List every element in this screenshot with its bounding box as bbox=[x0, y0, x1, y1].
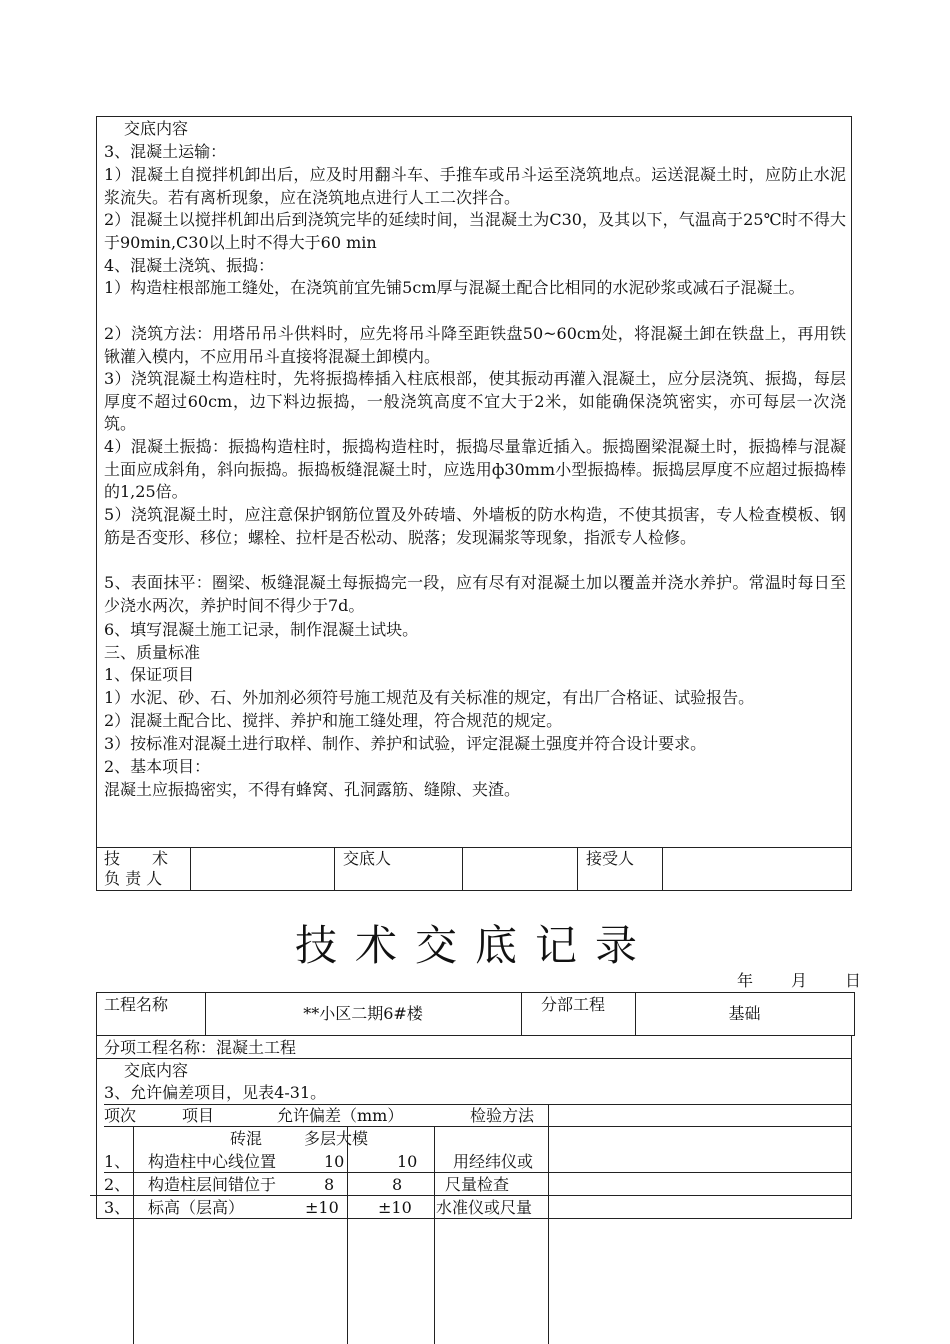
row-method: 水准仪或尺量 bbox=[436, 1198, 533, 1217]
paragraph: 5、表面抹平：圈梁、板缝混凝土每振捣完一段，应有尽有对混凝土加以覆盖并浇水养护。常温时每日至少浇水两次，养护时间不得少于7d。 bbox=[104, 573, 846, 615]
signature-divider bbox=[190, 847, 191, 890]
page1-frame-top bbox=[96, 116, 852, 117]
row-number: 3、 bbox=[104, 1198, 131, 1217]
paragraph: 1）混凝土自搅拌机卸出后，应及时用翻斗车、手推车或吊斗运至浇筑地点。运送混凝土时，应防止水泥浆流失。若有离析现象，应在浇筑地点进行人工二次拌合。 bbox=[104, 165, 846, 207]
row-item: 标高（层高） bbox=[148, 1198, 245, 1217]
table-rule bbox=[104, 1126, 852, 1127]
paragraph: 三、质量标准 bbox=[104, 643, 201, 662]
row-number: 1、 bbox=[104, 1152, 131, 1171]
signature-divider bbox=[334, 847, 335, 890]
row-number: 2、 bbox=[104, 1175, 131, 1194]
page-title: 技术交底记录 bbox=[294, 921, 655, 970]
deviation-intro: 3、允许偏差项目，见表4-31。 bbox=[104, 1083, 327, 1102]
paragraph: 1）水泥、砂、石、外加剂必须符号施工规范及有关标准的规定，有出厂合格证、试验报告。 bbox=[104, 688, 755, 707]
table-header: 项次 bbox=[104, 1106, 137, 1125]
section-label: 交底内容 bbox=[124, 119, 189, 138]
table-rule bbox=[104, 1172, 852, 1173]
row-method: 尺量检查 bbox=[445, 1175, 510, 1194]
header-left bbox=[96, 992, 97, 1035]
row-large-form: 8 bbox=[392, 1175, 403, 1194]
table-header: 检验方法 bbox=[470, 1106, 535, 1125]
tech-lead-label: 技 术 bbox=[104, 849, 169, 868]
row-brick: 10 bbox=[324, 1152, 345, 1171]
signature-divider bbox=[462, 847, 463, 890]
header-top bbox=[96, 992, 855, 993]
paragraph: 3）浇筑混凝土构造柱时，先将振捣棒插入柱底根部，使其振动再灌入混凝土，应分层浇筑、振捣，每层厚度不超过60cm，边下料边振捣，一般浇筑高度不宜大于2米，如能确保浇筑密实，亦可每层一次浇筑。 bbox=[104, 369, 846, 434]
page1-frame-right bbox=[851, 116, 852, 891]
table-column-divider bbox=[548, 1104, 549, 1344]
page2-frame-left bbox=[96, 1035, 97, 1219]
row-item: 构造柱中心线位置 bbox=[148, 1152, 277, 1171]
table-column-divider bbox=[434, 1126, 435, 1344]
table-header: 允许偏差（mm） bbox=[277, 1106, 404, 1125]
row-method: 用经纬仪或 bbox=[453, 1152, 534, 1171]
paragraph: 1、保证项目 bbox=[104, 665, 195, 684]
header-right bbox=[854, 992, 855, 1035]
page1-frame-left bbox=[96, 116, 97, 891]
tech-lead-label: 负 责 人 bbox=[104, 869, 163, 888]
receiver-label: 接受人 bbox=[586, 849, 635, 868]
row-item: 构造柱层间错位于 bbox=[148, 1175, 277, 1194]
paragraph: 4）混凝土振捣：振捣构造柱时，振捣构造柱时，振捣尽量靠近插入。振捣圈梁混凝土时，振捣棒与混凝土面应成斜角，斜向振捣。振捣板缝混凝土时，应选用ф30mm小型振捣棒。振捣层厚度不应超过振捣棒的1,25倍。 bbox=[104, 437, 846, 502]
signature-divider bbox=[662, 847, 663, 890]
paragraph: 2）浇筑方法：用塔吊吊斗供料时，应先将吊斗降至距铁盘50~60cm处，将混凝土卸在铁盘上，再用铁锹灌入模内，不应用吊斗直接将混凝土卸模内。 bbox=[104, 324, 846, 366]
page2-frame-right bbox=[851, 1035, 852, 1219]
page1-footer-divider bbox=[96, 847, 852, 848]
project-name-label: 工程名称 bbox=[104, 995, 169, 1014]
division-value: 基础 bbox=[728, 1004, 761, 1023]
paragraph: 2、基本项目： bbox=[104, 757, 211, 776]
table-column-divider bbox=[347, 1126, 348, 1344]
table-rule bbox=[104, 1104, 852, 1105]
paragraph: 3）按标准对混凝土进行取样、制作、养护和试验，评定混凝土强度并符合设计要求。 bbox=[104, 734, 707, 753]
date-line: 年 月 日 bbox=[737, 971, 864, 990]
handover-label: 交底人 bbox=[343, 849, 392, 868]
paragraph: 5）浇筑混凝土时，应注意保护钢筋位置及外砖墙、外墙板的防水构造，不使其损害，专人检查模板、钢筋是否变形、移位；螺栓、拉杆是否松动、脱落；发现漏浆等现象，指派专人检修。 bbox=[104, 505, 846, 547]
paragraph: 4、混凝土浇筑、振捣： bbox=[104, 256, 275, 275]
row-large-form: 10 bbox=[397, 1152, 418, 1171]
division-label: 分部工程 bbox=[541, 995, 606, 1014]
row-large-form: ±10 bbox=[378, 1198, 412, 1217]
paragraph: 2）混凝土以搅拌机卸出后到浇筑完毕的延续时间，当混凝土为C30，及其以下，气温高于25℃时不得大于90min,C30以上时不得大于60 min bbox=[104, 210, 846, 252]
paragraph: 6、填写混凝土施工记录，制作混凝土试块。 bbox=[104, 620, 419, 639]
project-name-value: **小区二期6#楼 bbox=[303, 1004, 423, 1023]
table-rule bbox=[90, 1195, 852, 1196]
table-subheader: 砖混 bbox=[230, 1129, 263, 1148]
section-label: 交底内容 bbox=[124, 1061, 189, 1080]
table-column-divider bbox=[133, 1126, 134, 1344]
table-subheader: 多层大模 bbox=[304, 1129, 369, 1148]
paragraph: 2）混凝土配合比、搅拌、养护和施工缝处理，符合规范的规定。 bbox=[104, 711, 563, 730]
row-brick: ±10 bbox=[305, 1198, 339, 1217]
paragraph: 3、混凝土运输： bbox=[104, 142, 227, 161]
paragraph: 1）构造柱根部施工缝处，在浇筑前宜先铺5cm厚与混凝土配合比相同的水泥砂浆或减石子混凝土。 bbox=[104, 278, 805, 297]
signature-divider bbox=[577, 847, 578, 890]
subitem-title: 分项工程名称：混凝土工程 bbox=[104, 1038, 297, 1057]
table-header: 项目 bbox=[182, 1106, 215, 1125]
header-bottom bbox=[96, 1035, 855, 1036]
table-rule bbox=[96, 1218, 852, 1219]
page1-frame-bottom bbox=[96, 890, 852, 891]
header-divider bbox=[521, 992, 522, 1035]
paragraph: 混凝土应振捣密实，不得有蜂窝、孔洞露筋、缝隙、夹渣。 bbox=[104, 780, 521, 799]
row-brick: 8 bbox=[324, 1175, 335, 1194]
